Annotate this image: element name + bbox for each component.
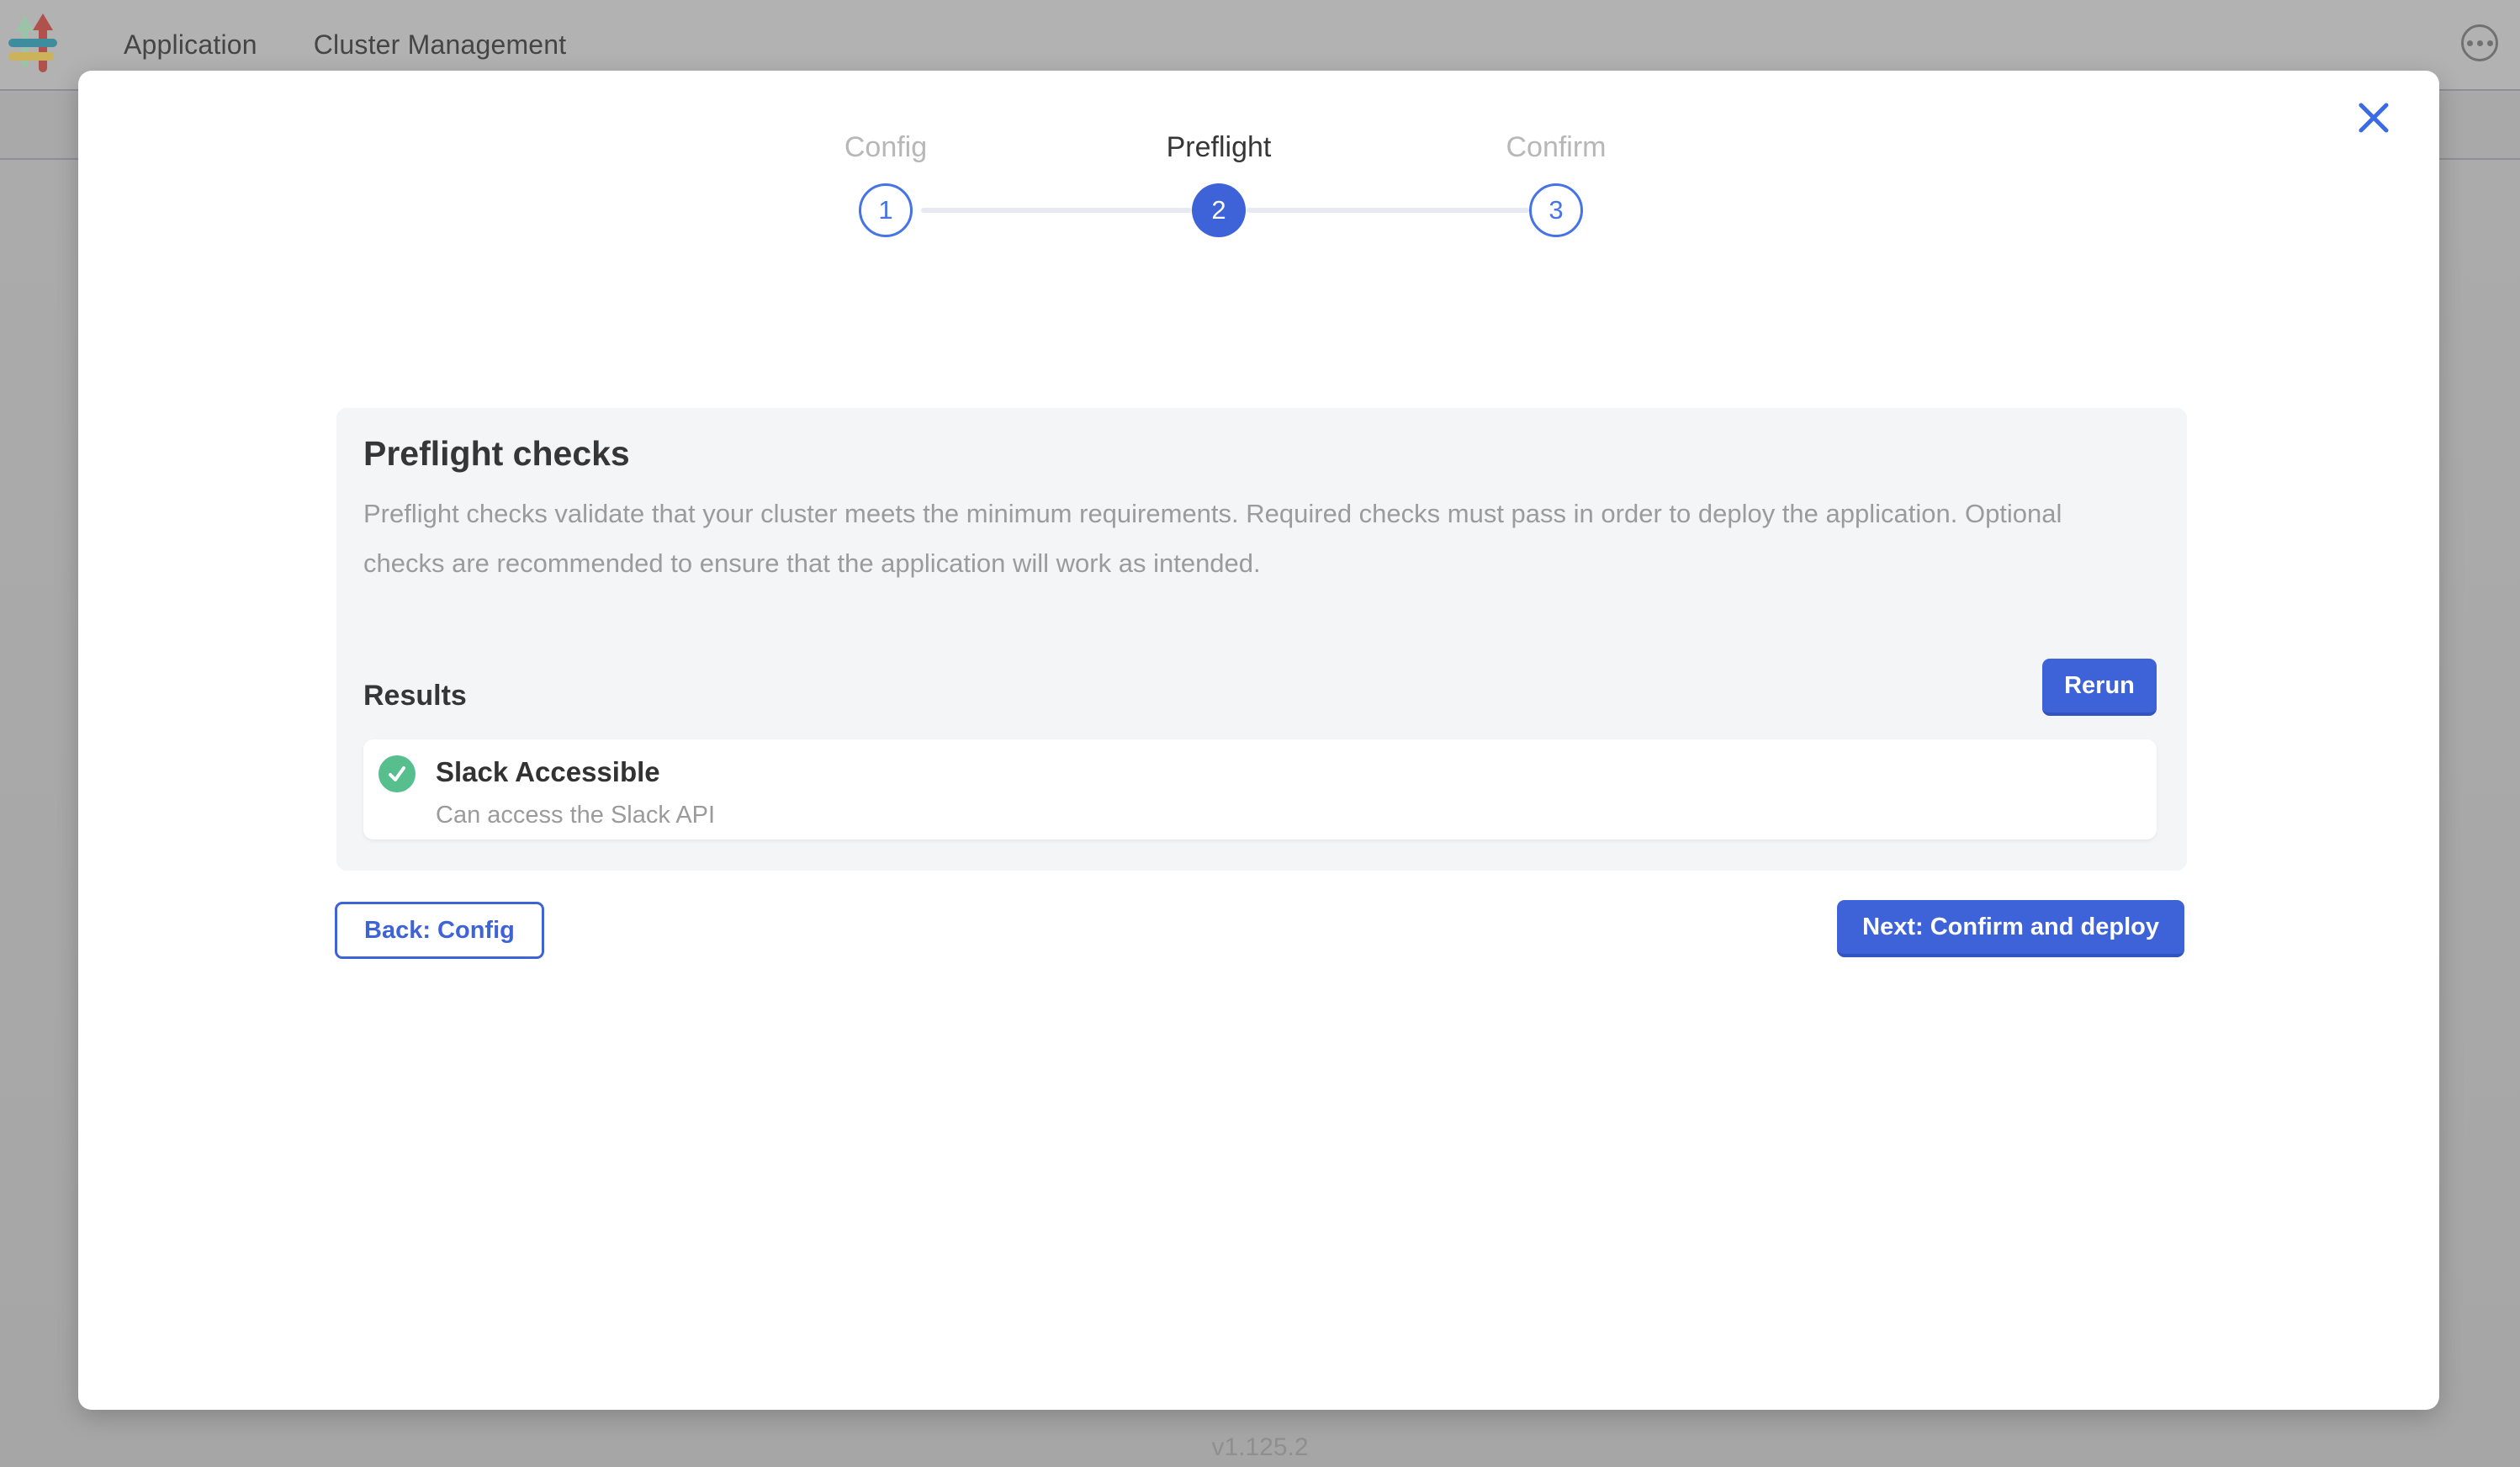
step-circle-preflight[interactable] (1192, 183, 1246, 237)
step-label-preflight: Preflight (1166, 131, 1272, 163)
result-text (436, 752, 715, 829)
step-circle-confirm[interactable] (1529, 183, 1583, 237)
app-logo-icon (7, 13, 59, 76)
step-number: 3 (1549, 195, 1564, 225)
rerun-button[interactable]: Rerun (2042, 659, 2157, 716)
nav-tab-application[interactable]: Application (124, 29, 257, 60)
next-confirm-deploy-button[interactable]: Next: Confirm and deploy (1837, 900, 2184, 957)
close-icon[interactable] (2355, 99, 2392, 136)
overflow-menu-icon[interactable] (2461, 24, 2498, 61)
check-pass-icon (379, 755, 416, 792)
step-number: 1 (878, 195, 893, 225)
results-header-row (363, 659, 2157, 716)
step-circle-config[interactable] (859, 183, 913, 237)
card-title: Preflight checks (363, 434, 630, 473)
step-label-config: Config (844, 131, 928, 163)
step-number: 2 (1211, 195, 1226, 225)
preflight-checks-card (336, 408, 2187, 871)
stepper-connector (921, 208, 1192, 213)
preflight-result-row (363, 739, 2157, 839)
nav-tab-cluster-management[interactable]: Cluster Management (313, 29, 567, 60)
back-config-button[interactable]: Back: Config (335, 902, 544, 959)
preflight-wizard-modal (78, 71, 2439, 1410)
result-title: Slack Accessible (436, 756, 660, 787)
step-label-confirm: Confirm (1506, 131, 1607, 163)
result-detail: Can access the Slack API (436, 802, 716, 829)
app-version-label: v1.125.2 (1211, 1433, 1309, 1461)
stepper-connector (1247, 208, 1529, 213)
results-heading: Results (363, 680, 467, 712)
card-description: Preflight checks validate that your cluster meets the minimum requirements. Required checks must pass in order to deploy the application. Optional checks are recommended to ensure that the application will work as intended. (363, 499, 2062, 578)
